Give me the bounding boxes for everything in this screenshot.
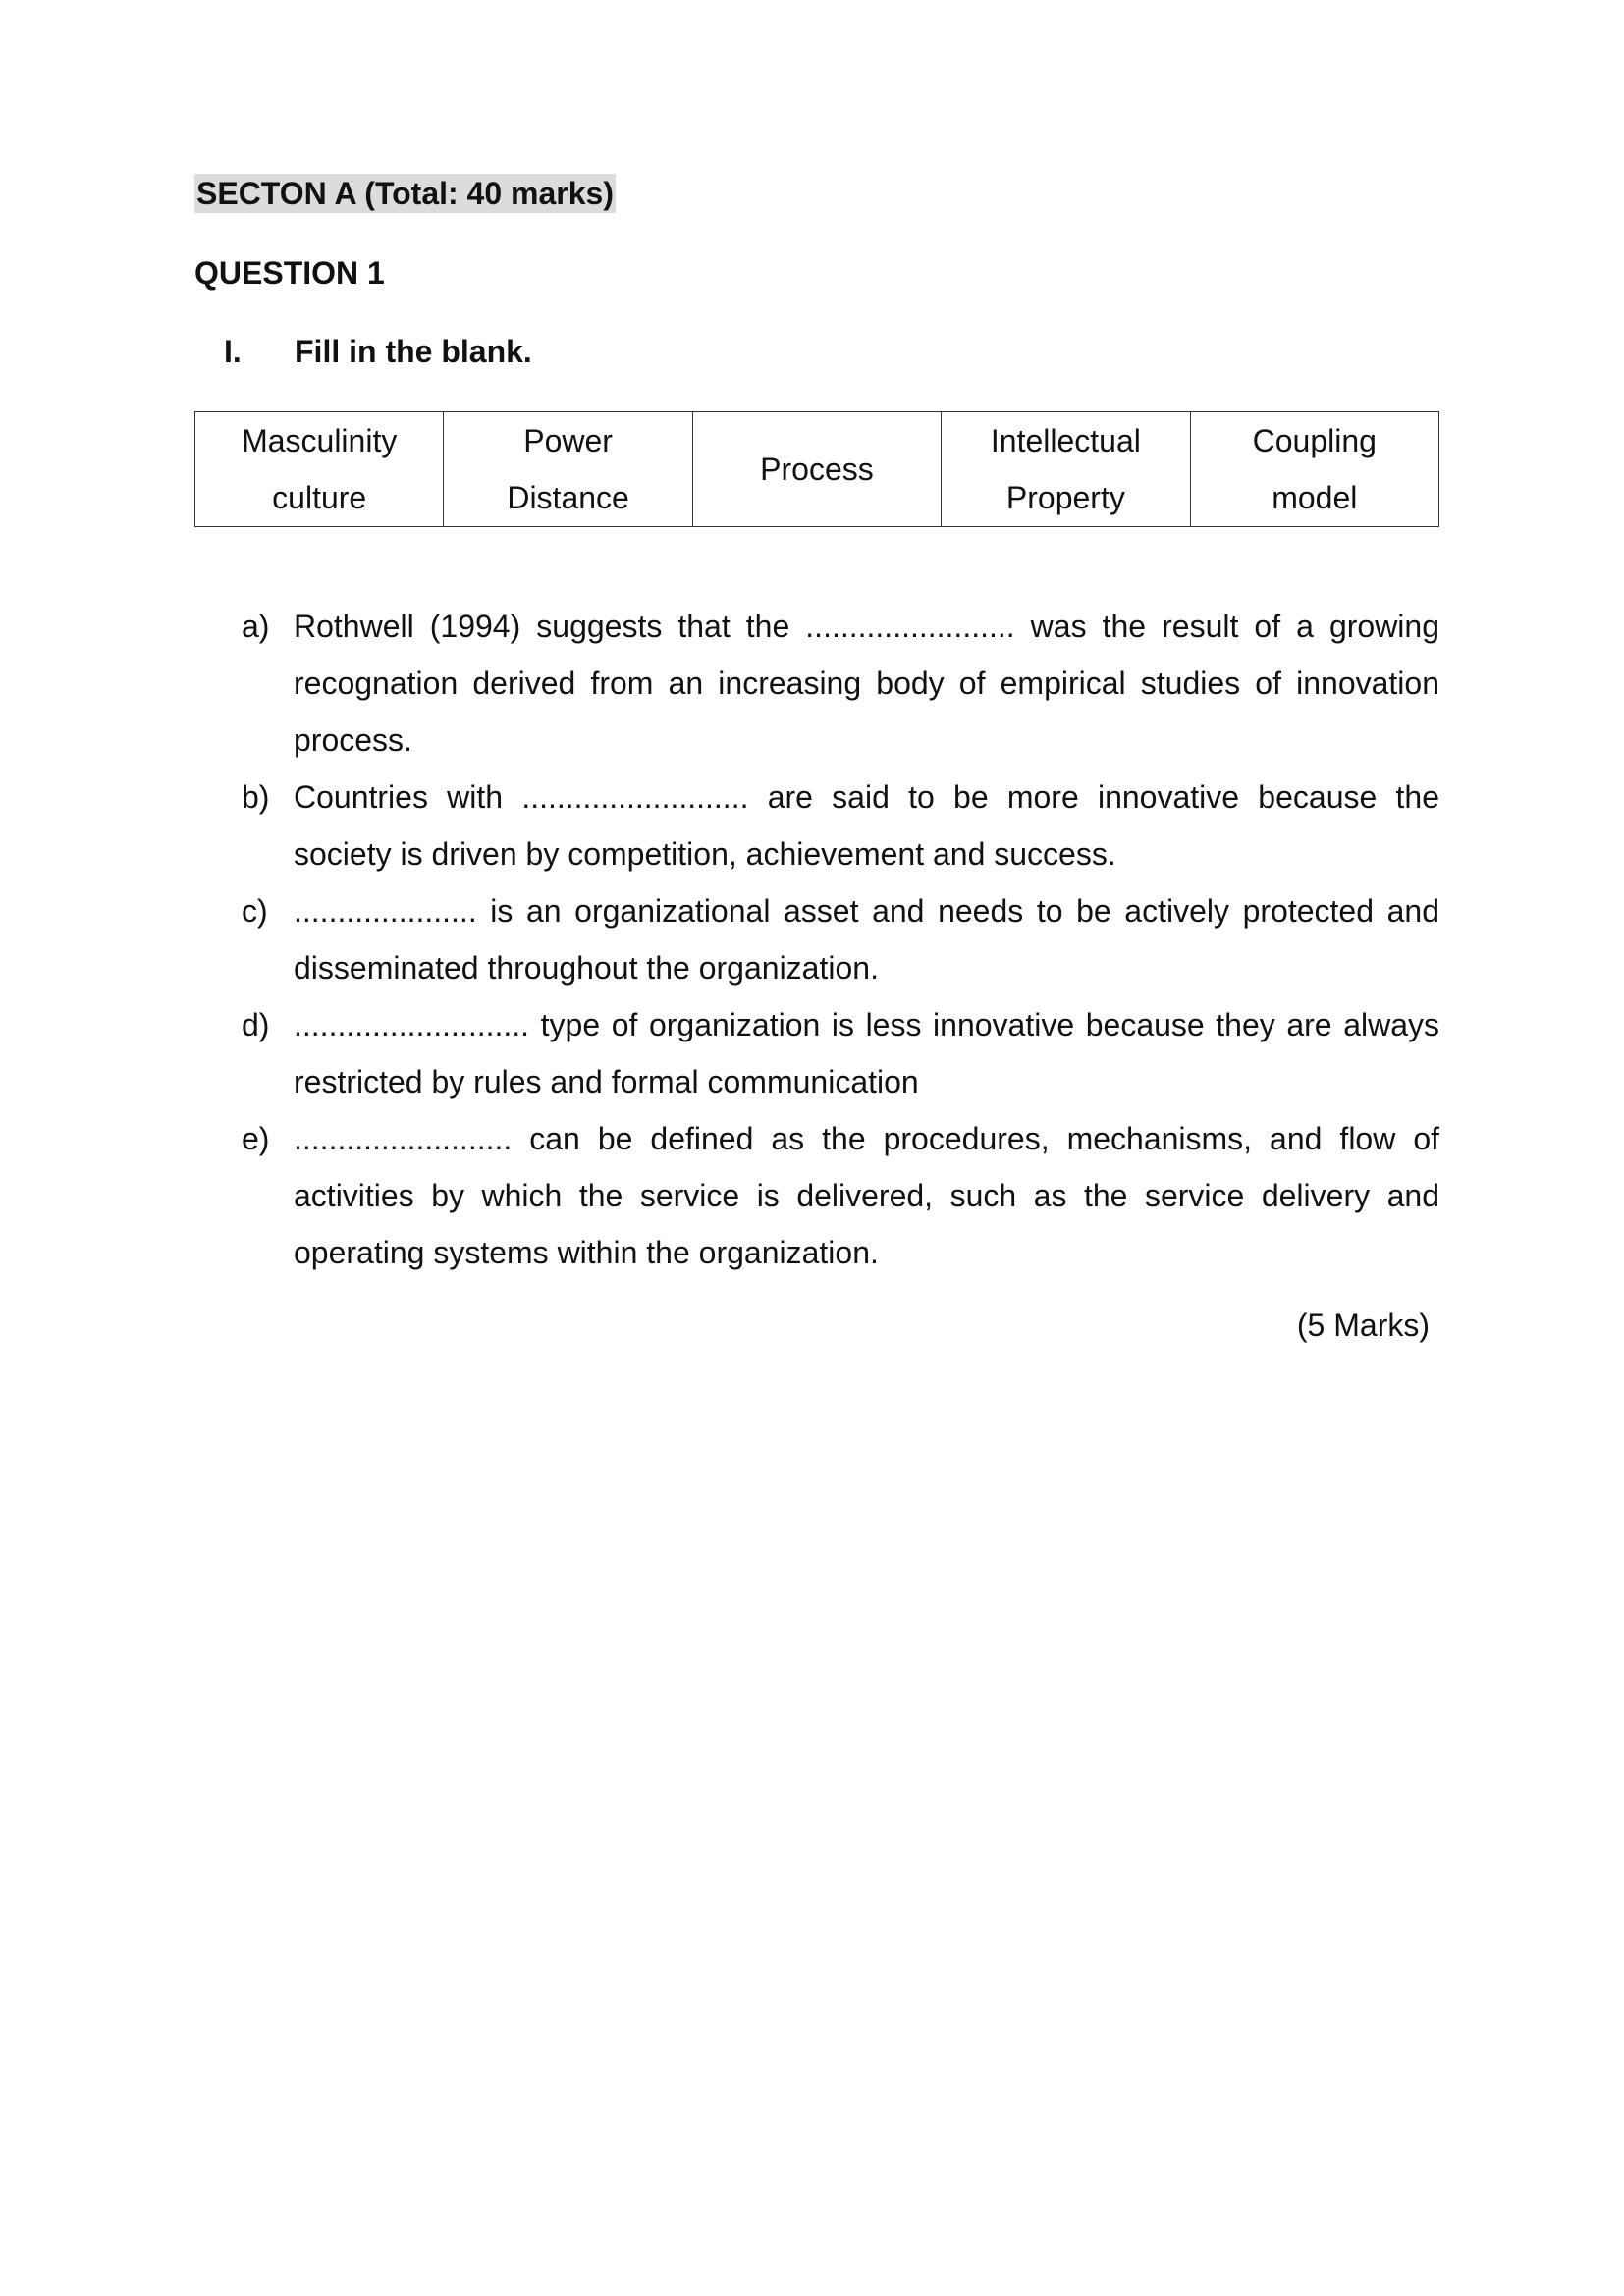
word-bank-term-line: Masculinity	[242, 423, 398, 458]
word-bank-cell	[444, 412, 692, 527]
question-letter: b)	[242, 779, 270, 815]
word-bank-cell	[195, 412, 444, 527]
question-list	[242, 598, 1439, 1281]
question-letter: c)	[242, 893, 268, 929]
word-bank-term-line: Power	[523, 423, 613, 458]
word-bank-cell	[1190, 412, 1438, 527]
word-bank-term-line: culture	[272, 480, 367, 515]
word-bank-cell	[692, 412, 941, 527]
part-numeral: I.	[224, 334, 242, 369]
question-letter: e)	[242, 1121, 270, 1156]
question-item	[242, 1110, 1439, 1281]
question-item	[242, 769, 1439, 882]
question-item	[242, 996, 1439, 1110]
word-bank-term-line: model	[1272, 480, 1358, 515]
section-title: SECTON A (Total: 40 marks)	[196, 176, 614, 211]
word-bank-term-line: Intellectual	[990, 423, 1141, 458]
question-item	[242, 882, 1439, 996]
marks-allocation: (5 Marks)	[1296, 1308, 1430, 1343]
word-bank-table	[194, 411, 1439, 527]
question-text: ..................... is an organizational asset and needs to be actively protected and disseminated throughout the organization.	[294, 893, 1439, 986]
question-title: QUESTION 1	[194, 255, 385, 291]
question-letter: d)	[242, 1007, 270, 1042]
question-text: ........................... type of organization is less innovative because they are always restricted by rules and formal communication	[294, 1007, 1439, 1099]
word-bank-cell	[942, 412, 1190, 527]
part-instruction: Fill in the blank.	[295, 334, 532, 369]
part-heading	[224, 332, 532, 371]
word-bank-term-line: Process	[760, 452, 874, 487]
question-text: Countries with .......................... are said to be more innovative because the society is driven by competition, achievement and success.	[294, 779, 1439, 872]
question-letter: a)	[242, 609, 270, 644]
word-bank-term-line: Property	[1005, 480, 1125, 515]
question-text: Rothwell (1994) suggests that the ........................ was the result of a growing recognation derived from an increasing body of empirical studies of innovation process.	[294, 609, 1439, 758]
question-item	[242, 598, 1439, 769]
word-bank-row	[195, 412, 1439, 527]
word-bank-term-line: Distance	[507, 480, 629, 515]
word-bank-term-line: Coupling	[1252, 423, 1377, 458]
question-text: ......................... can be defined as the procedures, mechanisms, and flow of activities by which the service is delivered, such as the service delivery and operating systems within the organization.	[294, 1121, 1439, 1270]
